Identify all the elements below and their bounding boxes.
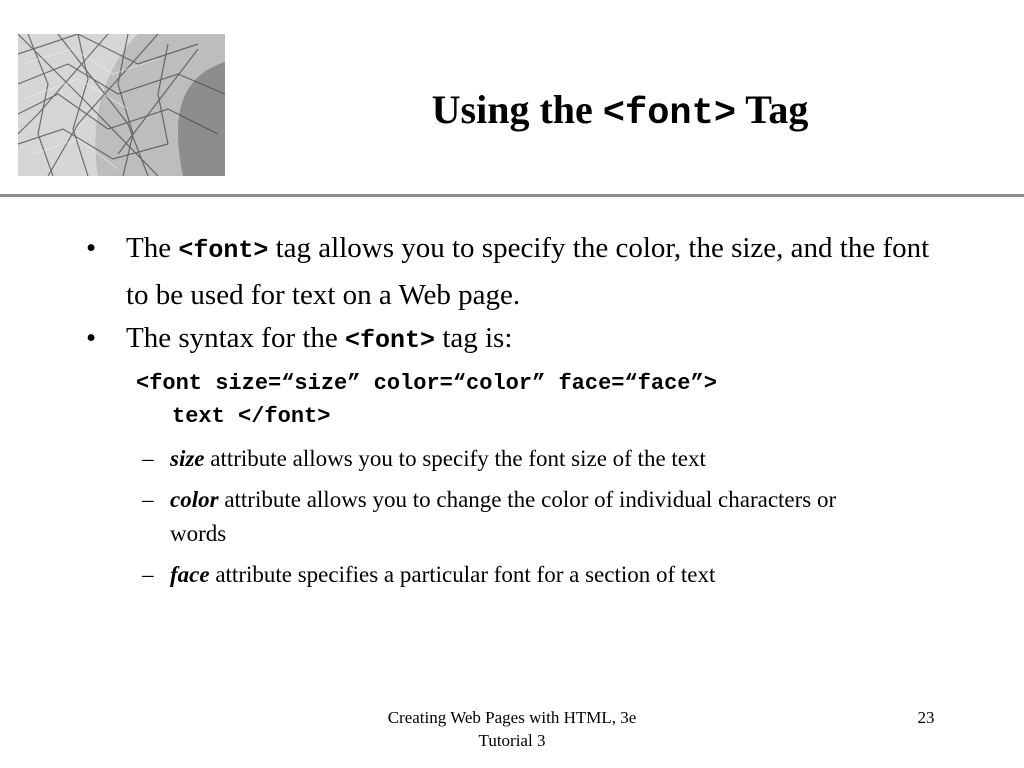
attribute-name: face [170, 562, 210, 587]
page-title [240, 86, 1000, 138]
code-syntax-block [136, 367, 956, 433]
sub-list-item [142, 483, 870, 551]
attribute-description: attribute specifies a particular font for a section of text [209, 562, 716, 587]
footer-tutorial: Tutorial 3 [478, 731, 546, 750]
list-item [86, 226, 946, 317]
title-prefix: Using the [431, 87, 603, 132]
page-number: 23 [917, 708, 935, 727]
title-code: <font> [602, 93, 737, 135]
dash-marker: – [142, 487, 154, 512]
bullet-code: <font> [178, 236, 269, 265]
sub-list-item [142, 442, 870, 476]
dash-marker: – [142, 562, 154, 587]
bullet-marker: • [86, 232, 97, 264]
dash-marker: – [142, 446, 154, 471]
syntax-line-2: text </font> [172, 404, 331, 429]
bullet-text-after: tag is: [435, 322, 513, 354]
bullet-text-before: The syntax for the [126, 322, 346, 354]
title-divider [0, 194, 1024, 197]
list-item [86, 316, 946, 363]
attribute-name: size [170, 446, 205, 471]
syntax-line-1: <font size=“size” color=“color” face=“face”> [136, 371, 717, 396]
geodesic-dome-photo-icon [18, 34, 225, 176]
attribute-description: attribute allows you to specify the font size of the text [204, 446, 706, 471]
bullet-marker: • [86, 322, 97, 354]
footer-course-info [312, 706, 712, 752]
attribute-name: color [170, 487, 219, 512]
bullet-text-before: The [126, 232, 179, 264]
bullet-code: <font> [345, 326, 436, 355]
sub-list-item [142, 558, 870, 592]
attribute-description: attribute allows you to change the color of individual characters or words [170, 487, 837, 546]
title-suffix: Tag [736, 87, 809, 132]
bullet-text-after: tag allows you to specify the color, the size, and the font to be used for text on a Web page. [126, 232, 930, 311]
footer-course-title: Creating Web Pages with HTML, 3e [387, 708, 637, 727]
